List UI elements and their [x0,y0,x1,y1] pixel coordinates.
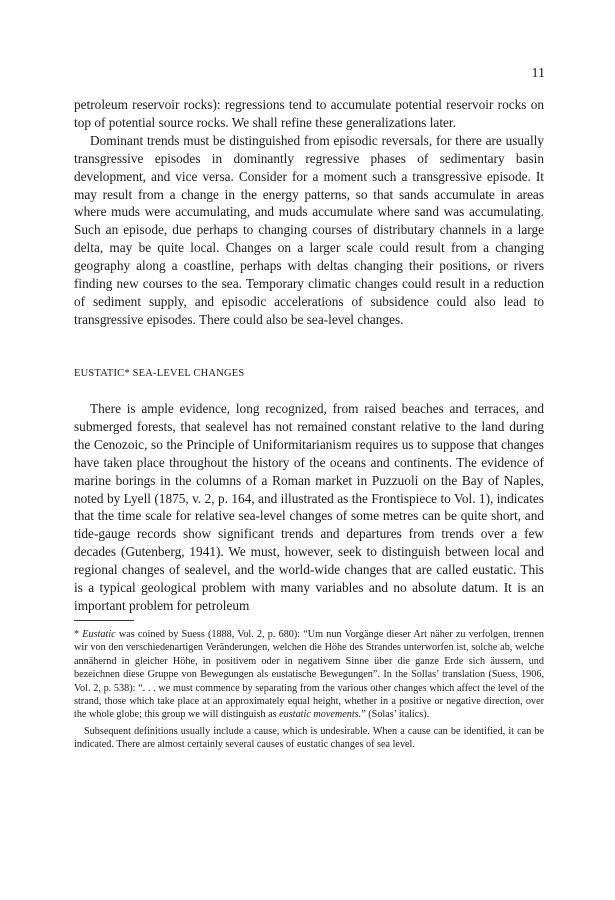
footnote-divider [74,620,134,621]
section-paragraph-1: There is ample evidence, long recognized, from raised beaches and terraces, and submerged forests, that sealevel has not remained constant relative to the land during the Cenozoic, so the Principle of Uniformitarianism requires us to suppose that changes have taken place throughout the history of the oceans and continents. The evidence of marine borings in the columns of a Roman market in Puzzuoli on the Bay of Naples, noted by Lyell (1875, v. 2, p. 164, and illustrated as the Frontispiece to Vol. 1), indicates that the time scale for relative sea-level changes of some metres can be quite short, and tide-gauge records show significant trends and departures from trends over a few decades (Gutenberg, 1941). We must, however, seek to distinguish between local and regional changes of sealevel, and the world-wide changes that are called eustatic. This is a typical geological problem with many variables and no absolute datum. It is an important problem for petroleum [74,401,544,613]
intro-paragraph-2: Dominant trends must be distinguished from episodic reversals, for there are usually transgressive episodes in dominantly regressive phases of sedimentary basin development, and vice versa. Consider for a moment such a transgressive episode. It may result from a change in the energy patterns, so that sands accumulate in areas where muds were accumulating, and muds accumulate where sand was accumulating. Such an episode, due perhaps to changing courses of distributary channels in a large delta, may be quite local. Changes on a larger scale could result from a changing geography along a coastline, perhaps with deltas changing their positions, or rivers finding new courses to the sea. Temporary climatic changes could result in a reduction of sediment supply, and episodic accelerations of subsidence could also lead to transgressive episodes. There could also be sea-level changes. [74,132,544,327]
footnote-italic-phrase: eustatic movements. [279,709,362,721]
page-number: 11 [531,66,545,81]
intro-text-block [74,96,544,329]
section-text-block [74,400,544,615]
footnote-marker: * [74,629,83,640]
intro-paragraph-1: petroleum reservoir rocks): regressions tend to accumulate potential reservoir rocks on top of potential source rocks. We shall refine these generalizations later. [74,97,544,130]
footnote-paragraph-2: Subsequent definitions usually include a cause, which is undesirable. When a cause can be identified, it can be indicated. There are almost certainly several causes of eustatic changes of sea level. [74,725,544,751]
footnote-block [74,628,544,752]
footnote-text-part-2: ” (Solas’ italics). [361,709,430,721]
section-heading: EUSTATIC* SEA-LEVEL CHANGES [74,368,245,379]
footnote-paragraph-1 [74,628,544,722]
footnote-term: Eustatic [82,629,116,640]
footnote-text-part-1: was coined by Suess (1888, Vol. 2, p. 680): “Um nun Vorgänge dieser Art näher zu verfolgen, trennen wir von den verschiedenartigen Veränderungen, welchen die Höhe des Strandes unterworfen ist, solche ab, welche annähernd in gleicher Höhe, in positivem oder in negativem Sinne über die ganze Erde sich äussern, und bezeichnen diese Gruppe von Bewegungen als eustatische Bewegungen”. In the Sollas’ translation (Suess, 1906, Vol. 2, p. 538): “. . . we must commence by separating from the various other changes which affect the level of the strand, those which take place at an approximately equal height, whether in a positive or negative direction, over the whole globe; this group we will distinguish as [74,629,545,721]
